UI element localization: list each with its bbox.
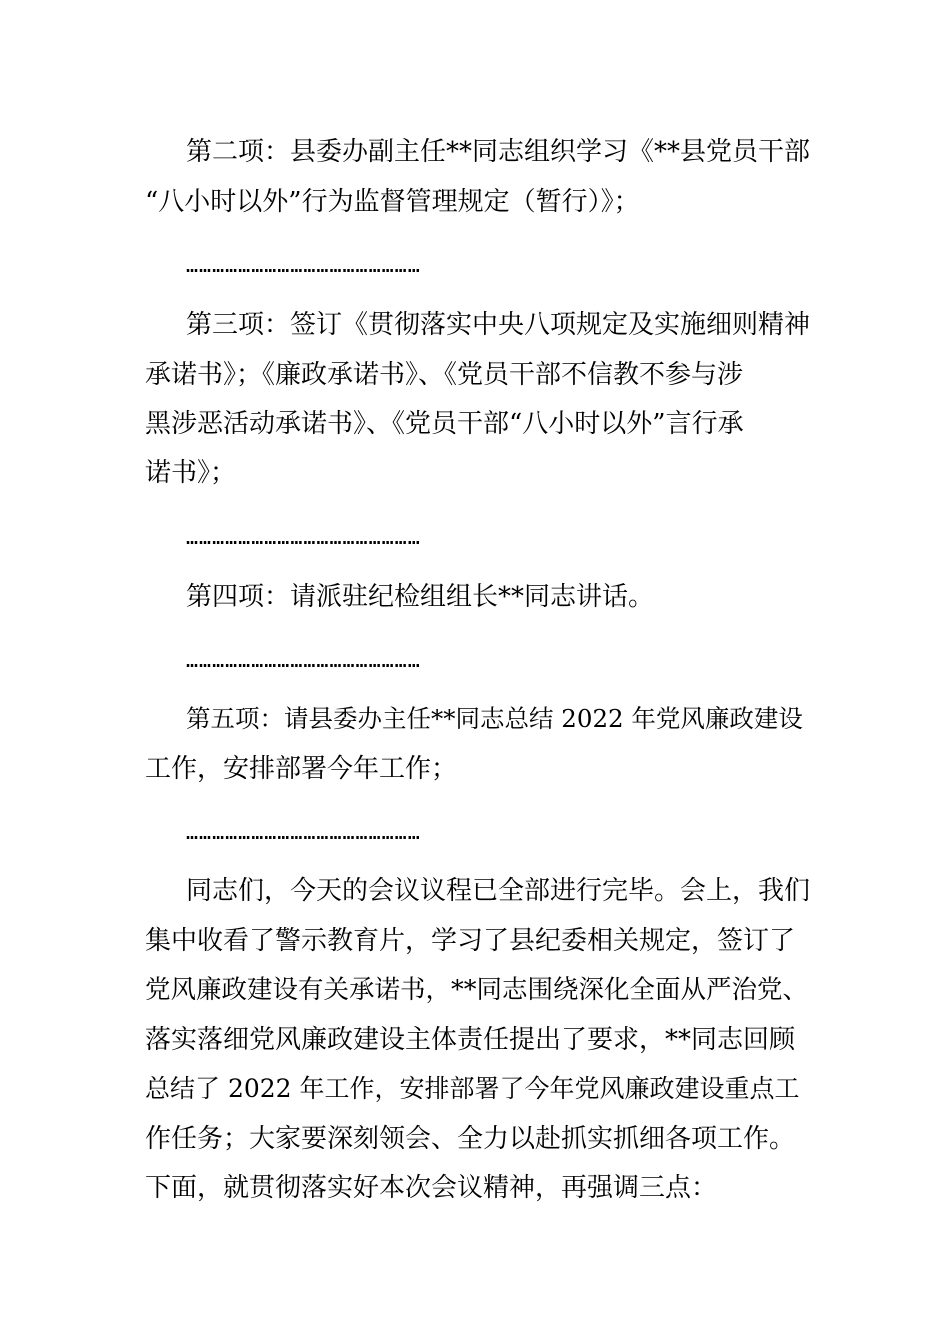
closing-line-1: 同志们，今天的会议议程已全部进行完毕。会上，我们 — [186, 876, 811, 906]
closing-line-2: 集中收看了警示教育片，学习了县纪委相关规定，签订了 — [145, 926, 796, 956]
closing-line-6: 作任务；大家要深刻领会、全力以赴抓实抓细各项工作。 — [145, 1124, 796, 1154]
item-3-line-1: 第三项：签订《贯彻落实中央八项规定及实施细则精神 — [186, 310, 811, 340]
ellipsis-separator-4: ……………………………………………… — [186, 820, 421, 844]
closing-line-4: 落实落细党风廉政建设主体责任提出了要求，**同志回顾 — [145, 1025, 796, 1055]
closing-line-3: 党风廉政建设有关承诺书，**同志围绕深化全面从严治党、 — [145, 975, 809, 1005]
closing-line-5: 总结了 2022 年工作，安排部署了今年党风廉政建设重点工 — [145, 1074, 800, 1103]
item-4-line-1: 第四项：请派驻纪检组组长**同志讲话。 — [186, 582, 655, 612]
item-3-line-3: 黑涉恶活动承诺书》、《党员干部“八小时以外”言行承 — [145, 409, 744, 439]
item-2-line-2: “八小时以外”行为监督管理规定（暂行）》； — [145, 187, 640, 217]
closing-line-7: 下面，就贯彻落实好本次会议精神，再强调三点： — [145, 1173, 718, 1203]
item-3-line-4: 诺书》； — [145, 458, 237, 488]
ellipsis-separator-1: ……………………………………………… — [186, 253, 421, 277]
ellipsis-separator-2: ……………………………………………… — [186, 525, 421, 549]
ellipsis-separator-3: ……………………………………………… — [186, 648, 421, 672]
item-5-line-1: 第五项：请县委办主任**同志总结 2022 年党风廉政建设 — [186, 704, 803, 733]
item-5-line-2: 工作，安排部署今年工作； — [145, 754, 458, 784]
item-3-line-2: 承诺书》；《廉政承诺书》、《党员干部不信教不参与涉 — [145, 360, 744, 390]
item-2-line-1: 第二项：县委办副主任**同志组织学习《**县党员干部 — [186, 137, 811, 167]
